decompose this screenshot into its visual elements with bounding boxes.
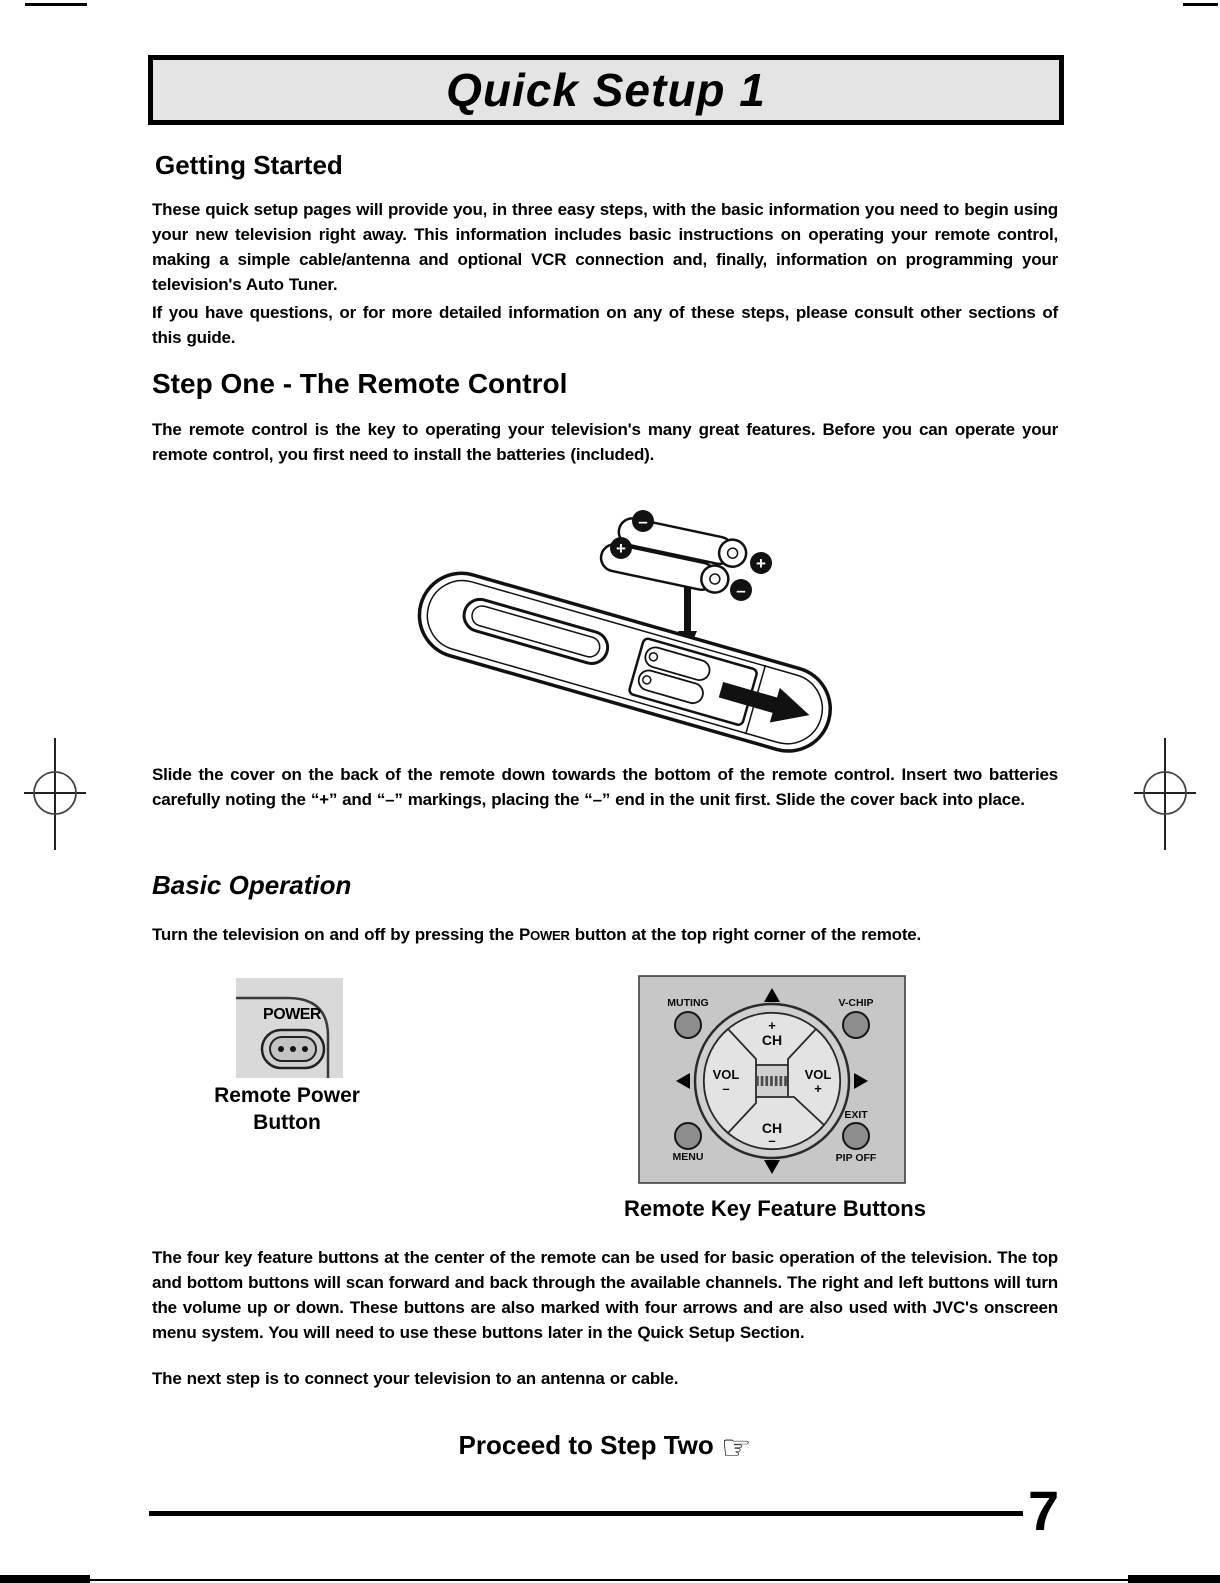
power-caption-line1: Remote Power: [214, 1084, 360, 1107]
power-word-rest: OWER: [530, 928, 570, 943]
bottom-bar-left: [0, 1575, 90, 1583]
bottom-trim-line: [0, 1579, 1220, 1581]
battery-installation-illustration: [385, 495, 885, 767]
registration-mark-right: [1127, 738, 1203, 850]
muting-button: [675, 1012, 701, 1038]
minus-badge: –: [638, 512, 648, 531]
pointing-hand-icon: ☞: [720, 1429, 752, 1467]
remote-power-button-figure: [236, 978, 343, 1078]
menu-label: MENU: [672, 1151, 704, 1163]
vol-down-minus: –: [722, 1081, 730, 1096]
vol-up-label: VOL: [804, 1067, 832, 1082]
vol-down-label: VOL: [712, 1067, 740, 1082]
key-buttons-paragraph: The four key feature buttons at the center of the remote can be used for basic operation of the television. The top and bottom buttons will scan forward and back through the available channels. The right and left buttons will turn the volume up or down. These buttons are also marked with four arrows and are also used with JVC's onscreen menu system. You will need to use these buttons later in the Quick Setup Section.: [152, 1248, 1058, 1342]
crop-mark-top-right: [1183, 3, 1218, 6]
remote-body-outline: [409, 563, 840, 761]
power-sentence-after: button at the top right corner of the remote.: [569, 925, 922, 944]
muting-label: MUTING: [667, 997, 709, 1009]
step-one-heading: Step One - The Remote Control: [152, 368, 568, 399]
remote-keypad-figure: [638, 975, 906, 1184]
exit-label: EXIT: [844, 1109, 868, 1121]
next-step-paragraph: The next step is to connect your television to an antenna or cable.: [152, 1369, 679, 1388]
slide-cover-paragraph: Slide the cover on the back of the remote down towards the bottom of the remote control. Insert two batteries carefully noting the “+” and “–” markings, placing the “–” end in the unit first. Slide the cover back into place.: [152, 765, 1058, 809]
ch-up-label: CH: [761, 1032, 783, 1048]
keypad-caption: Remote Key Feature Buttons: [624, 1196, 926, 1221]
step-one-intro-paragraph: The remote control is the key to operating your television's many great features. Before you can operate your remote control, you first need to install the batteries (included).: [152, 420, 1058, 464]
exit-pip-off-button: [843, 1123, 869, 1149]
getting-started-paragraph-2: If you have questions, or for more detailed information on any of these steps, please consult other sections of this guide.: [152, 303, 1058, 347]
crop-mark-top-left: [25, 3, 87, 6]
getting-started-heading: Getting Started: [155, 150, 343, 180]
bottom-bar-right: [1128, 1575, 1220, 1583]
basic-operation-heading: Basic Operation: [152, 870, 352, 900]
power-sentence-before: Turn the television on and off by pressing the: [152, 925, 519, 944]
menu-button: [675, 1123, 701, 1149]
power-button-caption: [197, 1082, 377, 1136]
power-word-initial: P: [518, 925, 531, 944]
ch-up-plus: +: [768, 1018, 776, 1033]
vol-up-plus: +: [814, 1081, 822, 1096]
power-button-label: POWER: [263, 1006, 321, 1023]
page-number: 7: [1028, 1479, 1060, 1542]
page-title: Quick Setup 1: [446, 64, 766, 116]
power-caption-line2: Button: [253, 1111, 321, 1134]
minus-badge: –: [736, 581, 746, 600]
getting-started-paragraph-1: These quick setup pages will provide you, in three easy steps, with the basic information you need to begin using your new television right away. This information includes basic instructions on operating your remote control, making a simple cable/antenna and optional VCR connection and, finally, information on programming your television's Auto Tuner.: [152, 200, 1058, 294]
footer-rule: [149, 1511, 1023, 1516]
pip-off-label: PIP OFF: [835, 1152, 877, 1164]
v-chip-label: V-CHIP: [838, 997, 874, 1009]
registration-mark-left: [18, 738, 94, 850]
v-chip-button: [843, 1012, 869, 1038]
proceed-text: Proceed to Step Two: [458, 1430, 714, 1460]
title-banner: [148, 55, 1064, 125]
ch-down-minus: –: [768, 1133, 776, 1148]
proceed-line: [152, 1428, 1058, 1468]
power-sentence: [152, 922, 1058, 948]
ch-down-label: CH: [761, 1120, 783, 1136]
plus-badge: +: [756, 554, 766, 573]
plus-badge: +: [616, 539, 626, 558]
